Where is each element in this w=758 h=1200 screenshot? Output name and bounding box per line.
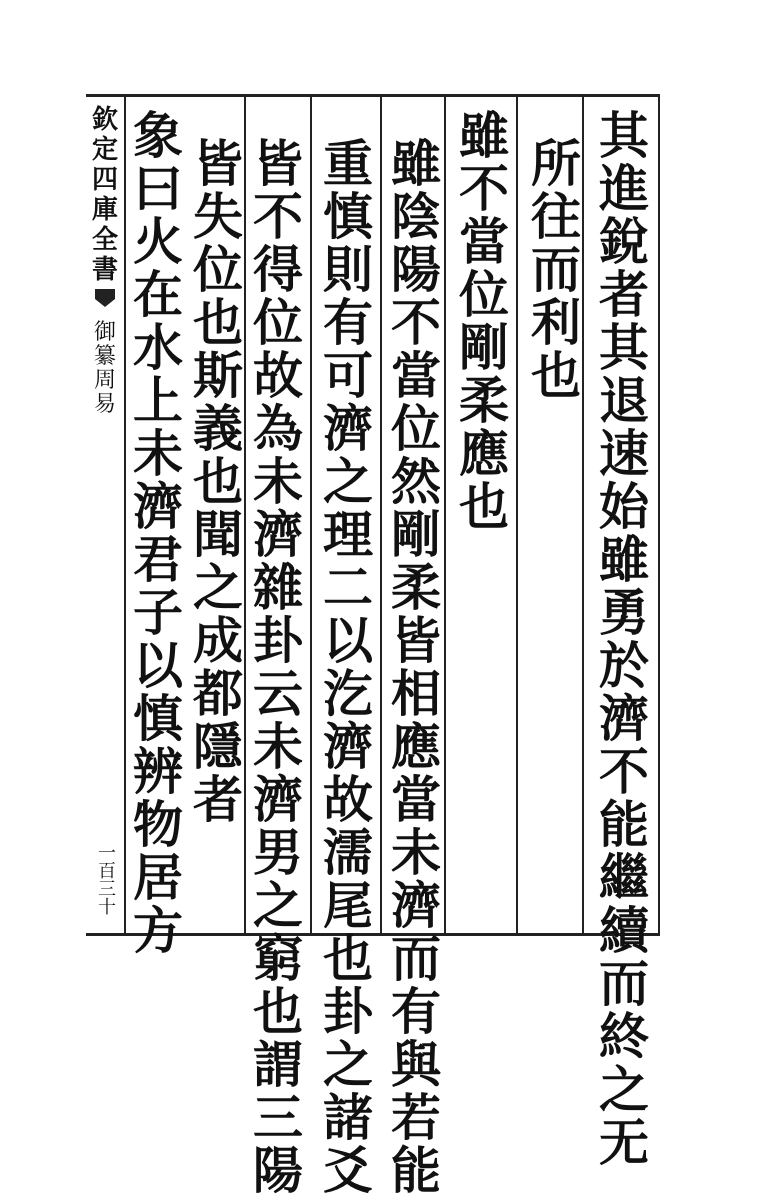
page-frame xyxy=(86,94,660,1200)
page-number: 一百三十 xyxy=(95,843,116,915)
margin-column xyxy=(86,97,124,933)
text-column-3: 雖 不 當 位 剛 柔 應 也 xyxy=(459,106,509,536)
sub-title: 御 纂 周 易 xyxy=(93,320,116,417)
column-rule xyxy=(310,97,312,933)
column-rule xyxy=(380,97,382,933)
fish-tail-icon xyxy=(93,289,117,307)
text-column-7: 皆 失 位 也 斯 義 也 聞 之 成 都 隱 者 xyxy=(193,134,243,829)
text-column-8: 象 曰 火 在 水 上 未 濟 君 子 以 慎 辨 物 居 方 xyxy=(133,106,183,960)
text-column-5: 重 慎 則 有 可 濟 之 理 二 以 汔 濟 故 濡 尾 也 卦 之 諸 爻 xyxy=(323,134,373,1200)
text-column-1: 其 進 銳 者 其 退 速 始 雖 勇 於 濟 不 能 繼 續 而 終 之 无 xyxy=(599,106,649,1172)
text-column-4: 雖 陰 陽 不 當 位 然 剛 柔 皆 相 應 當 未 濟 而 有 與 若 能 xyxy=(391,134,441,1200)
text-column-6: 皆 不 得 位 故 為 未 濟 雜 卦 云 未 濟 男 之 窮 也 謂 三 陽 xyxy=(253,134,303,1200)
column-rule xyxy=(516,97,518,933)
book-title: 欽 定 四 庫 全 書 xyxy=(91,105,118,285)
text-column-2: 所 往 而 利 也 xyxy=(531,134,581,405)
column-rule xyxy=(658,97,660,933)
